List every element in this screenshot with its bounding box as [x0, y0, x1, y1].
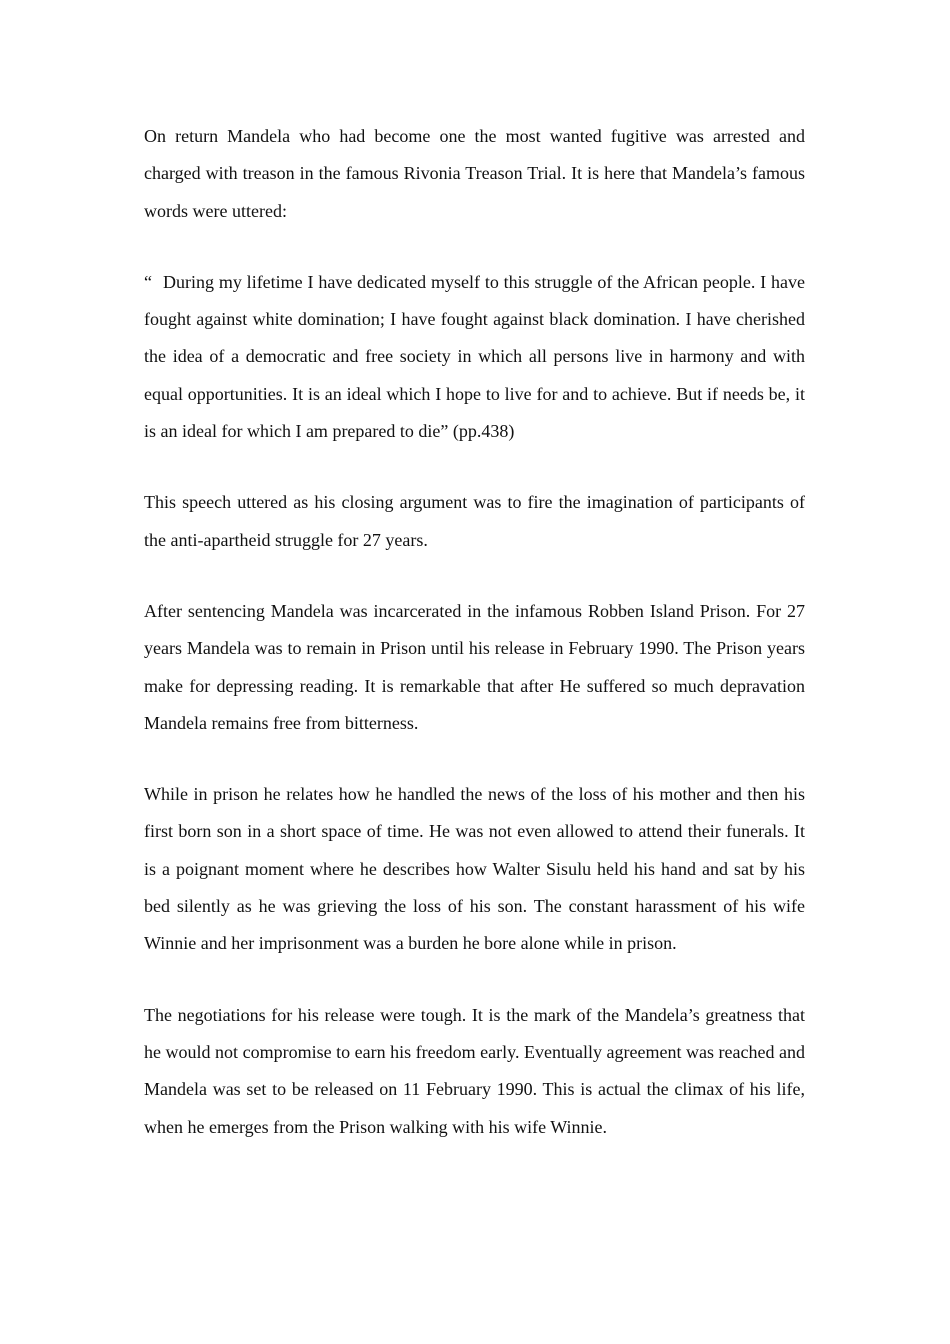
opening-quote-mark: “ — [144, 271, 152, 292]
paragraph-rivonia-trial: On return Mandela who had become one the most wanted fugitive was arrested and charged with treason in the famous Rivonia Treason Trial. It is here that Mandela’s famous words were uttered: — [144, 126, 805, 221]
paragraph-closing-argument: This speech uttered as his closing argument was to fire the imagination of participants of the anti-apartheid struggle for 27 years. — [144, 492, 805, 550]
paragraph-release-negotiations: The negotiations for his release were tough. It is the mark of the Mandela’s greatness that he would not compromise to earn his freedom early. Eventually agreement was reached and Mandela was set to be released on 11 February 1990. This is actual the climax of his life, when he emerges from the Prison walking with his wife Winnie. — [144, 1004, 805, 1137]
paragraph-mandela-quote — [144, 264, 805, 450]
paragraph-robben-island: After sentencing Mandela was incarcerated in the infamous Robben Island Prison. For 27 years Mandela was to remain in Prison until his release in February 1990. The Prison years make for depressing reading. It is remarkable that after He suffered so much depravation Mandela remains free from bitterness. — [144, 600, 805, 733]
document-body — [144, 118, 805, 1180]
quote-text: During my lifetime I have dedicated myself to this struggle of the African people. I have fought against white domination; I have fought against black domination. I have cherished the idea of a democratic and free society in which all persons live in harmony and with equal opportunities. It is an ideal which I hope to live for and to achieve. But if needs be, it is an ideal for which I am prepared to die” (pp.438) — [144, 271, 805, 442]
paragraph-prison-loss: While in prison he relates how he handled the news of the loss of his mother and then his first born son in a short space of time. He was not even allowed to attend their funerals. It is a poignant moment where he describes how Walter Sisulu held his hand and sat by his bed silently as he was grieving the loss of his son. The constant harassment of his wife Winnie and her imprisonment was a burden he bore alone while in prison. — [144, 784, 805, 954]
